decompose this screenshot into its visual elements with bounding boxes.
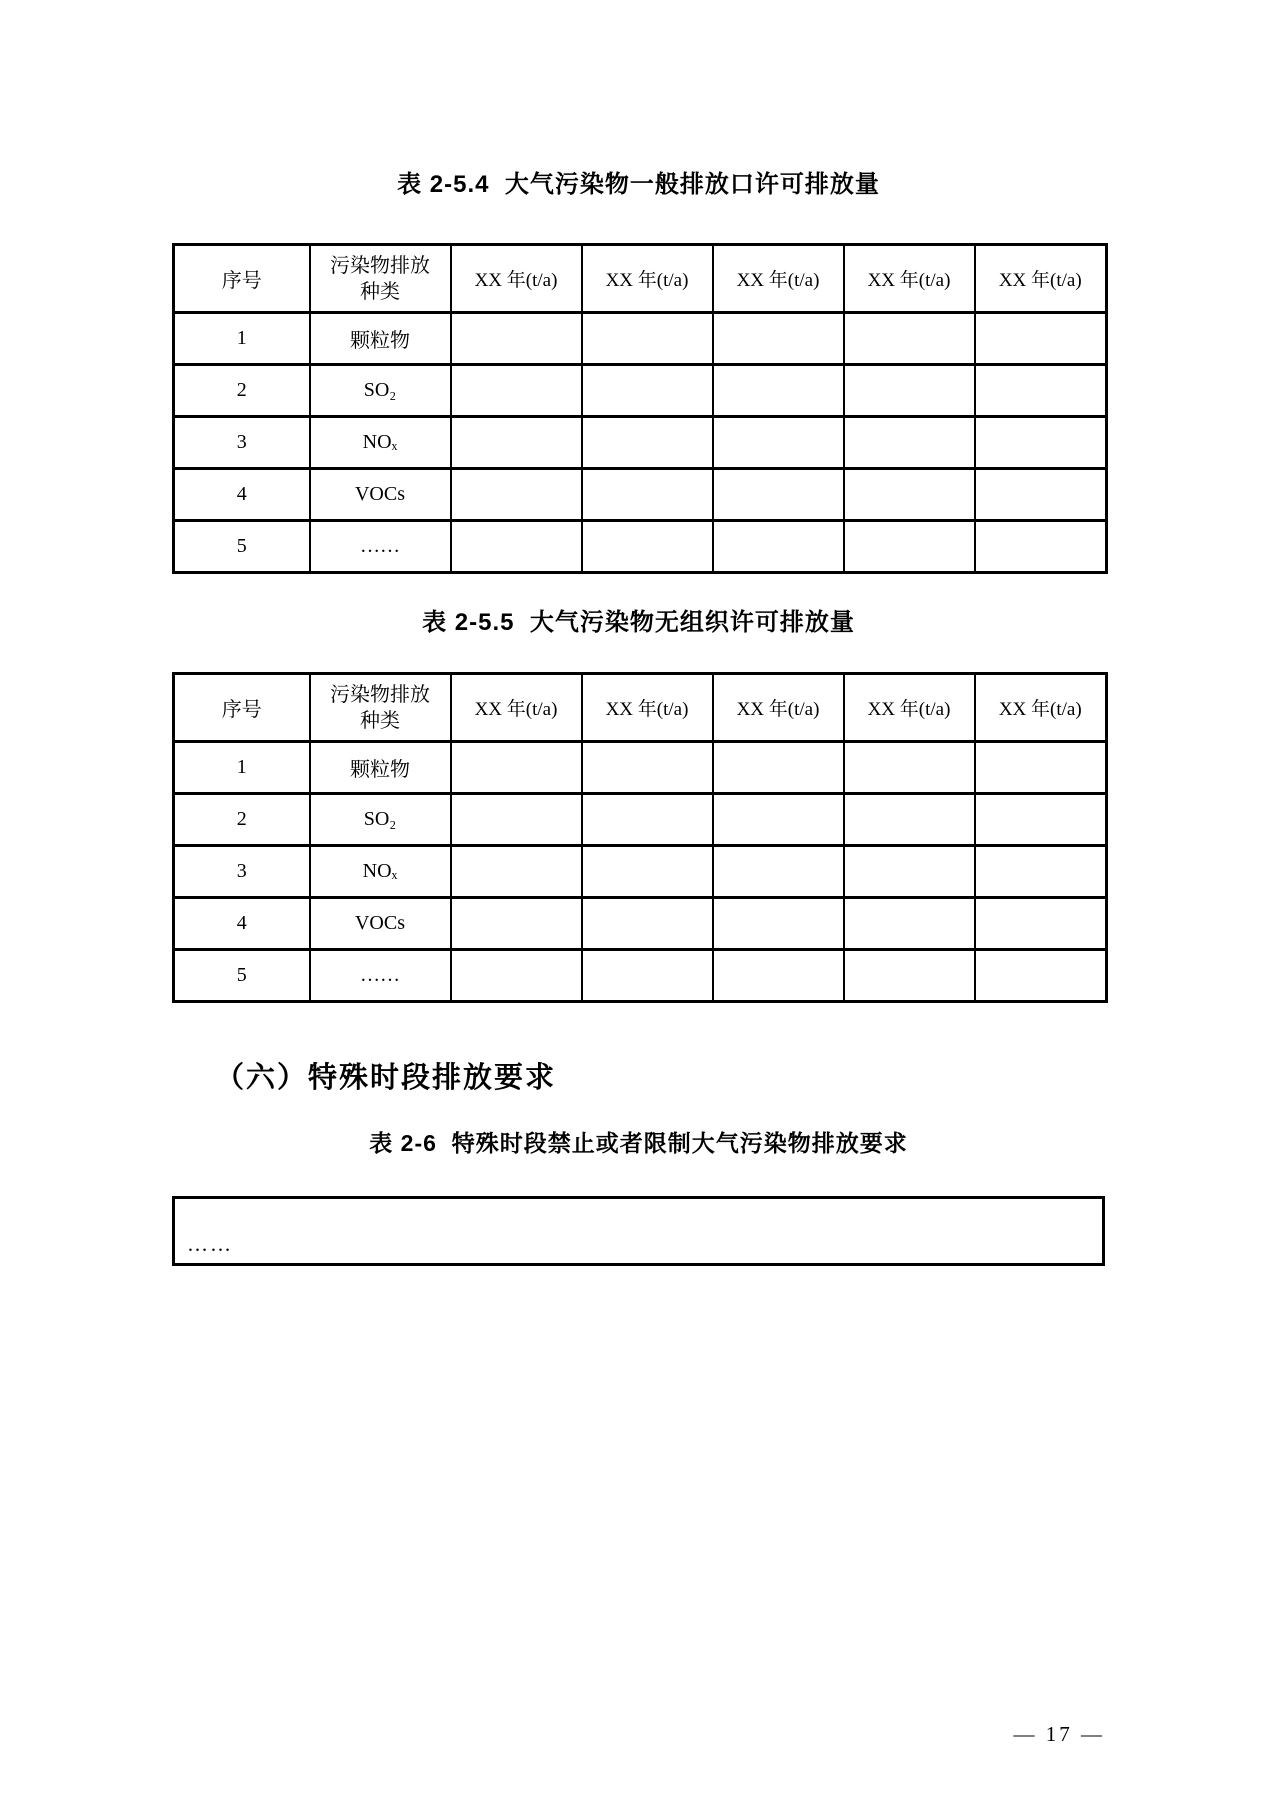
value-cell	[844, 794, 975, 846]
value-cell	[844, 417, 975, 469]
value-cell	[451, 742, 582, 794]
col-header-no: 序号	[174, 245, 310, 313]
table-row	[174, 742, 1107, 794]
value-cell	[975, 365, 1107, 417]
table-row	[174, 846, 1107, 898]
value-cell	[713, 950, 844, 1002]
section-six-heading: （六）特殊时段排放要求	[215, 1062, 557, 1094]
row-no: 2	[174, 794, 310, 846]
table-general-outlet-permitted-emissions	[172, 243, 1108, 574]
value-cell	[582, 469, 713, 521]
value-cell	[844, 742, 975, 794]
value-cell	[713, 794, 844, 846]
value-cell	[451, 365, 582, 417]
value-cell	[713, 365, 844, 417]
row-no: 2	[174, 365, 310, 417]
row-no: 5	[174, 950, 310, 1002]
col-header-year-5: XX 年(t/a)	[975, 245, 1107, 313]
value-cell	[975, 469, 1107, 521]
value-cell	[451, 417, 582, 469]
row-no: 1	[174, 313, 310, 365]
table-caption-2-5-5: 表 2-5.5 大气污染物无组织许可排放量	[422, 609, 855, 636]
page-number: — 17 —	[1013, 1722, 1105, 1746]
pollutant-name: SO₂	[310, 794, 451, 846]
value-cell	[582, 521, 713, 573]
row-no: 4	[174, 898, 310, 950]
value-cell	[844, 950, 975, 1002]
value-cell	[451, 794, 582, 846]
row-no: 1	[174, 742, 310, 794]
col-header-year-4: XX 年(t/a)	[844, 245, 975, 313]
table-fugitive-permitted-emissions	[172, 672, 1108, 1003]
pollutant-name: SO₂	[310, 365, 451, 417]
col-header-year-4: XX 年(t/a)	[844, 674, 975, 742]
col-header-pollutant-type	[310, 245, 451, 313]
value-cell	[451, 846, 582, 898]
value-cell	[844, 365, 975, 417]
value-cell	[582, 417, 713, 469]
table-row	[174, 313, 1107, 365]
value-cell	[713, 417, 844, 469]
value-cell	[844, 521, 975, 573]
row-no: 3	[174, 417, 310, 469]
pollutant-name: NOₓ	[310, 846, 451, 898]
pollutant-name: 颗粒物	[310, 742, 451, 794]
pollutant-name: ……	[310, 950, 451, 1002]
col-header-pollutant-type	[310, 674, 451, 742]
row-no: 5	[174, 521, 310, 573]
value-cell	[582, 365, 713, 417]
row-no: 4	[174, 469, 310, 521]
table-row	[174, 794, 1107, 846]
col-header-pollutant-type-label: 污染物排放种类	[330, 254, 430, 303]
value-cell	[844, 898, 975, 950]
col-header-year-3: XX 年(t/a)	[713, 245, 844, 313]
value-cell	[582, 950, 713, 1002]
value-cell	[713, 742, 844, 794]
value-cell	[975, 794, 1107, 846]
value-cell	[844, 469, 975, 521]
value-cell	[451, 469, 582, 521]
value-cell	[975, 950, 1107, 1002]
value-cell	[844, 846, 975, 898]
table-header-row	[174, 245, 1107, 313]
value-cell	[975, 521, 1107, 573]
col-header-year-2: XX 年(t/a)	[582, 245, 713, 313]
value-cell	[451, 950, 582, 1002]
col-header-year-3: XX 年(t/a)	[713, 674, 844, 742]
value-cell	[713, 898, 844, 950]
table-row	[174, 898, 1107, 950]
col-header-year-2: XX 年(t/a)	[582, 674, 713, 742]
value-cell	[713, 313, 844, 365]
col-header-year-1: XX 年(t/a)	[451, 674, 582, 742]
col-header-year-5: XX 年(t/a)	[975, 674, 1107, 742]
row-no: 3	[174, 846, 310, 898]
value-cell	[713, 846, 844, 898]
table-caption-2-5-4: 表 2-5.4 大气污染物一般排放口许可排放量	[397, 171, 880, 198]
value-cell	[975, 742, 1107, 794]
value-cell	[975, 417, 1107, 469]
value-cell	[975, 898, 1107, 950]
table-header-row	[174, 674, 1107, 742]
pollutant-name: VOCs	[310, 469, 451, 521]
table-row	[174, 950, 1107, 1002]
value-cell	[582, 794, 713, 846]
value-cell	[582, 742, 713, 794]
col-header-no: 序号	[174, 674, 310, 742]
value-cell	[451, 521, 582, 573]
value-cell	[975, 846, 1107, 898]
value-cell	[451, 898, 582, 950]
special-period-requirements-box	[172, 1196, 1105, 1266]
col-header-pollutant-type-label: 污染物排放种类	[330, 683, 430, 732]
table-caption-2-6: 表 2-6 特殊时段禁止或者限制大气污染物排放要求	[369, 1130, 908, 1156]
value-cell	[713, 521, 844, 573]
value-cell	[451, 313, 582, 365]
pollutant-name: NOₓ	[310, 417, 451, 469]
table-row	[174, 521, 1107, 573]
value-cell	[844, 313, 975, 365]
pollutant-name: VOCs	[310, 898, 451, 950]
table-row	[174, 417, 1107, 469]
pollutant-name: 颗粒物	[310, 313, 451, 365]
value-cell	[582, 313, 713, 365]
value-cell	[975, 313, 1107, 365]
col-header-year-1: XX 年(t/a)	[451, 245, 582, 313]
value-cell	[582, 846, 713, 898]
table-row	[174, 469, 1107, 521]
value-cell	[582, 898, 713, 950]
pollutant-name: ……	[310, 521, 451, 573]
value-cell	[713, 469, 844, 521]
ellipsis-placeholder: ……	[187, 1232, 233, 1256]
table-row	[174, 365, 1107, 417]
